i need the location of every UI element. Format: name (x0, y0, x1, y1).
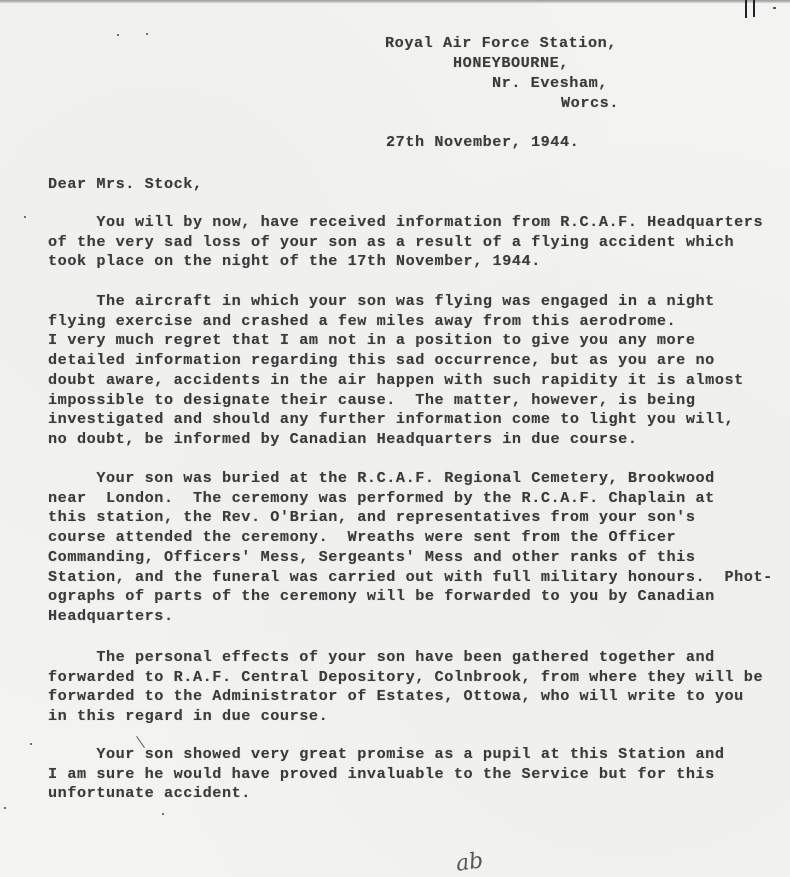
ink-speck (162, 813, 164, 815)
text-line: took place on the night of the 17th November, 1944. (48, 252, 541, 271)
text-line: Headquarters. (48, 606, 174, 625)
text-line: forwarded to the Administrator of Estates, Ottowa, who will write to you (48, 687, 744, 706)
text-line: Your son showed very great promise as a pupil at this Station and (48, 745, 725, 763)
text-line: You will by now, have received information from R.C.A.F. Headquarters (48, 213, 764, 231)
ink-speck (30, 743, 32, 745)
address-line-4: Worcs. (561, 94, 619, 112)
text-line: detailed information regarding this sad occurrence, but as you are no (48, 351, 715, 370)
text-line: flying exercise and crashed a few miles away from this aerodrome. (48, 311, 677, 330)
text-line: investigated and should any further information come to light you will, (48, 410, 735, 429)
handwritten-initials: ab (454, 848, 485, 877)
text-line: Commanding, Officers' Mess, Sergeants' Mess and other ranks of this (48, 547, 696, 566)
paragraph-notification (48, 213, 763, 272)
ink-speck (117, 34, 119, 36)
margin-mark-bar-2 (753, 0, 755, 17)
text-line: impossible to designate their cause. The matter, however, is being (48, 390, 696, 409)
paragraph-burial (48, 469, 773, 627)
paragraph-personal-effects (48, 648, 763, 727)
page-top-edge (0, 0, 790, 3)
text-line: no doubt, be informed by Canadian Headquarters in due course. (48, 429, 638, 448)
text-line: The aircraft in which your son was flying was engaged in a night (48, 292, 715, 310)
ink-speck (146, 33, 148, 35)
salutation: Dear Mrs. Stock, (48, 175, 203, 193)
paragraph-closing (48, 745, 724, 804)
text-line: of the very sad loss of your son as a result of a flying accident which (48, 232, 735, 251)
text-line: doubt aware, accidents in the air happen with such rapidity it is almost (48, 370, 744, 389)
text-line: unfortunate accident. (48, 784, 251, 803)
text-line: I very much regret that I am not in a position to give you any more (48, 331, 696, 350)
text-line: Your son was buried at the R.C.A.F. Regional Cemetery, Brookwood (48, 469, 715, 487)
text-line: this station, the Rev. O'Brian, and representatives from your son's (48, 508, 696, 527)
address-line-3: Nr. Evesham, (492, 74, 608, 92)
text-line: forwarded to R.A.F. Central Depository, Colnbrook, from where they will be (48, 667, 764, 686)
text-line: course attended the ceremony. Wreaths were sent from the Officer (48, 528, 677, 547)
address-line-1: Royal Air Force Station, (385, 34, 617, 52)
text-line: I am sure he would have proved invaluable to the Service but for this (48, 764, 715, 783)
ink-speck (24, 216, 26, 218)
ink-speck (4, 807, 6, 809)
text-line: near London. The ceremony was performed by the R.C.A.F. Chaplain at (48, 488, 715, 507)
address-line-2: HONEYBOURNE, (453, 54, 569, 72)
margin-mark-bar-1 (745, 0, 747, 18)
text-line: in this regard in due course. (48, 707, 329, 726)
letter-date: 27th November, 1944. (386, 133, 580, 151)
text-line: The personal effects of your son have been gathered together and (48, 648, 715, 666)
text-line: ographs of parts of the ceremony will be forwarded to you by Canadian (48, 587, 715, 606)
paragraph-accident-details (48, 292, 744, 450)
text-line: Station, and the funeral was carried out with full military honours. Phot- (48, 567, 773, 586)
margin-mark-dot (773, 7, 776, 9)
